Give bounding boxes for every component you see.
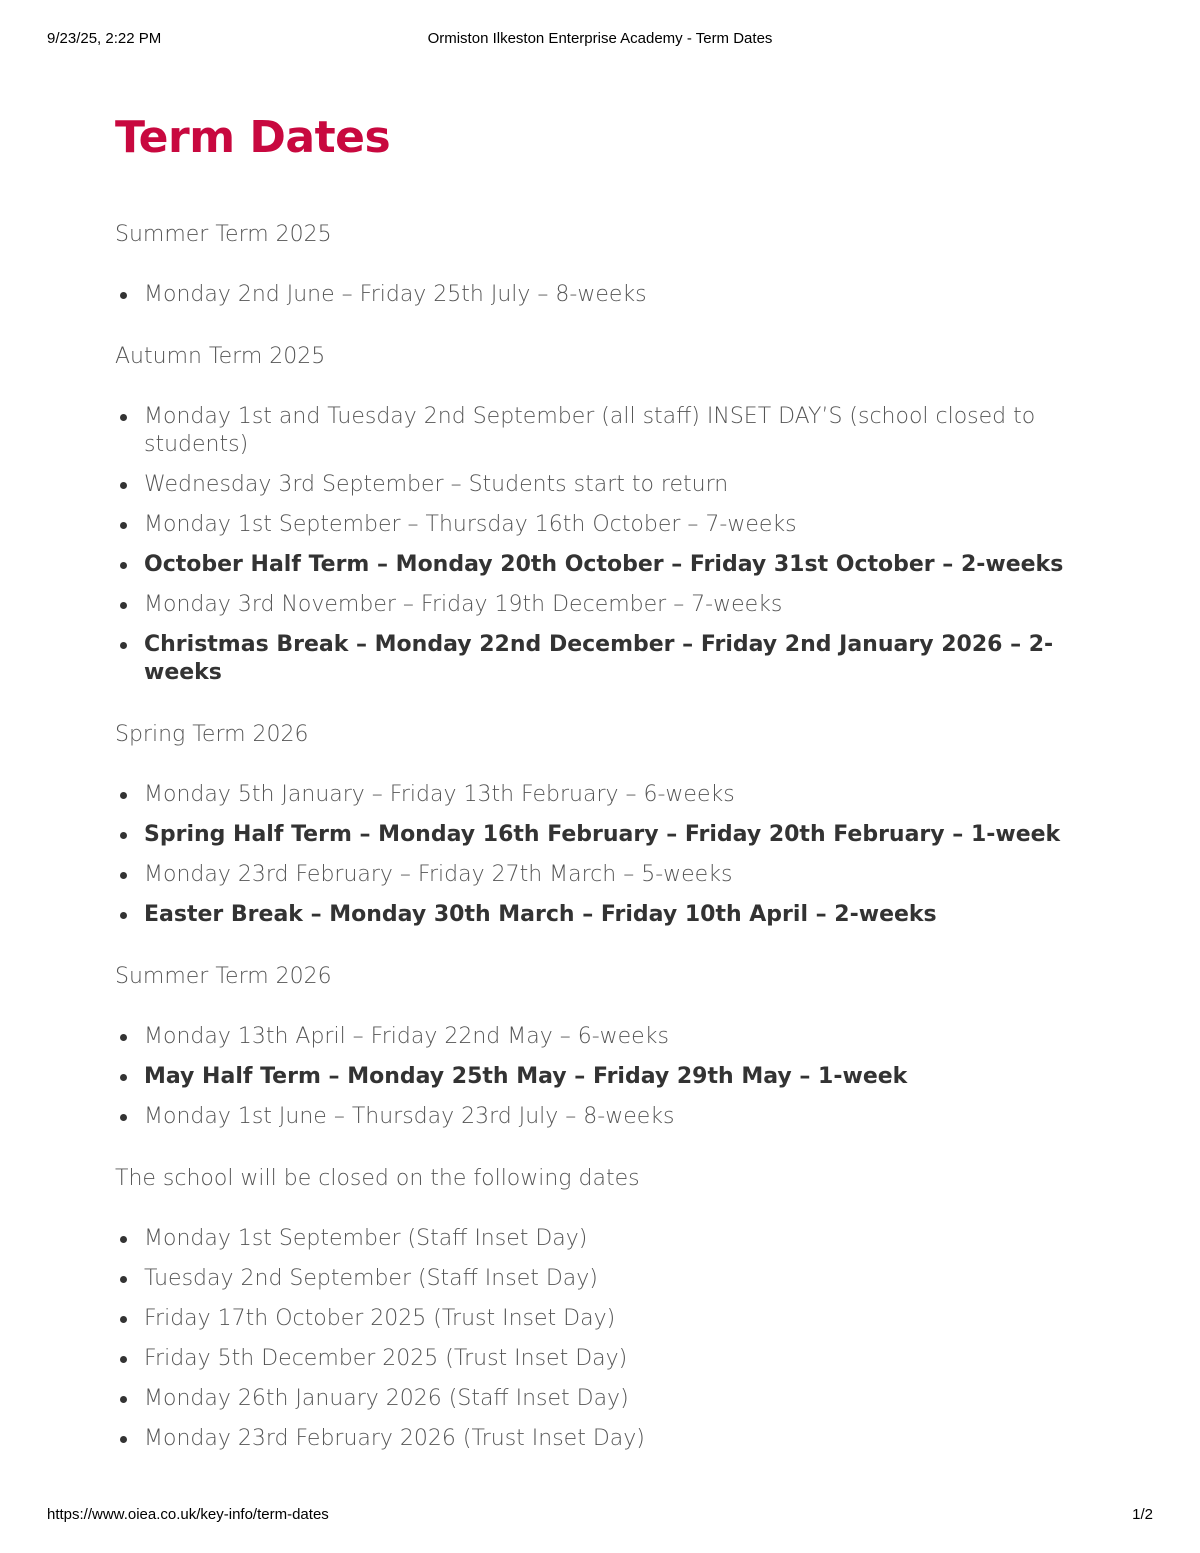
section-heading: Autumn Term 2025	[115, 344, 326, 369]
bullet-icon	[120, 1074, 127, 1081]
bullet-icon	[120, 1316, 127, 1323]
date-text: Monday 5th January – Friday 13th February – 6-weeks	[144, 782, 735, 807]
print-footer	[47, 1506, 1153, 1526]
print-page-title: Ormiston Ilkeston Enterprise Academy - Term Dates	[427, 30, 773, 47]
section-heading: Summer Term 2026	[115, 964, 332, 989]
date-text: Spring Half Term – Monday 16th February – Friday 20th February – 1-week	[144, 822, 1061, 847]
date-list-item	[144, 1425, 1090, 1453]
bullet-icon	[120, 642, 127, 649]
date-list-item	[144, 1103, 1090, 1131]
date-text: Friday 5th December 2025 (Trust Inset Day)	[144, 1346, 628, 1371]
date-text: Friday 17th October 2025 (Trust Inset Day)	[144, 1306, 616, 1331]
bullet-icon	[120, 482, 127, 489]
date-text: Monday 23rd February 2026 (Trust Inset Day)	[144, 1426, 645, 1451]
date-list	[115, 281, 1090, 309]
date-text: Monday 1st and Tuesday 2nd September (all staff) INSET DAY’S (school closed to students)	[144, 404, 1036, 457]
date-text: Easter Break – Monday 30th March – Friday 10th April – 2-weeks	[144, 902, 937, 927]
date-list	[115, 1225, 1090, 1453]
holiday-list-item	[144, 631, 1090, 687]
date-list-item	[144, 1225, 1090, 1253]
bullet-icon	[120, 292, 127, 299]
bullet-icon	[120, 1356, 127, 1363]
date-text: Monday 1st September – Thursday 16th October – 7-weeks	[144, 512, 797, 537]
date-text: Monday 26th January 2026 (Staff Inset Day)	[144, 1386, 629, 1411]
print-datetime: 9/23/25, 2:22 PM	[47, 30, 162, 47]
date-list	[115, 781, 1090, 929]
date-list-item	[144, 1305, 1090, 1333]
date-text: Monday 13th April – Friday 22nd May – 6-weeks	[144, 1024, 669, 1049]
date-text: Christmas Break – Monday 22nd December – Friday 2nd January 2026 – 2-weeks	[144, 632, 1054, 685]
date-text: Tuesday 2nd September (Staff Inset Day)	[144, 1266, 598, 1291]
page-title: Term Dates	[115, 112, 391, 163]
bullet-icon	[120, 832, 127, 839]
date-text: Monday 3rd November – Friday 19th December – 7-weeks	[144, 592, 783, 617]
date-text: Monday 23rd February – Friday 27th March – 5-weeks	[144, 862, 733, 887]
section-heading: The school will be closed on the following dates	[115, 1166, 640, 1191]
bullet-icon	[120, 1034, 127, 1041]
holiday-list-item	[144, 901, 1090, 929]
holiday-list-item	[144, 551, 1090, 579]
holiday-list-item	[144, 1063, 1090, 1091]
bullet-icon	[120, 1236, 127, 1243]
section-heading: Spring Term 2026	[115, 722, 309, 747]
page-url: https://www.oiea.co.uk/key-info/term-dates	[47, 1506, 329, 1523]
bullet-icon	[120, 414, 127, 421]
bullet-icon	[120, 912, 127, 919]
bullet-icon	[120, 872, 127, 879]
date-list	[115, 403, 1090, 687]
holiday-list-item	[144, 821, 1090, 849]
main-content	[115, 108, 1090, 1486]
bullet-icon	[120, 1436, 127, 1443]
bullet-icon	[120, 522, 127, 529]
bullet-icon	[120, 602, 127, 609]
date-list-item	[144, 403, 1090, 459]
bullet-icon	[120, 792, 127, 799]
date-list-item	[144, 1345, 1090, 1373]
bullet-icon	[120, 1396, 127, 1403]
term-sections	[115, 220, 1090, 1453]
date-text: October Half Term – Monday 20th October – Friday 31st October – 2-weeks	[144, 552, 1064, 577]
date-list-item	[144, 1385, 1090, 1413]
section-heading: Summer Term 2025	[115, 222, 332, 247]
date-list-item	[144, 781, 1090, 809]
date-text: Monday 2nd June – Friday 25th July – 8-weeks	[144, 282, 647, 307]
date-text: May Half Term – Monday 25th May – Friday 29th May – 1-week	[144, 1064, 908, 1089]
date-list-item	[144, 471, 1090, 499]
bullet-icon	[120, 1114, 127, 1121]
print-header	[47, 30, 1153, 50]
date-text: Monday 1st June – Thursday 23rd July – 8-weeks	[144, 1104, 675, 1129]
date-list-item	[144, 591, 1090, 619]
date-text: Wednesday 3rd September – Students start to return	[144, 472, 729, 497]
bullet-icon	[120, 1276, 127, 1283]
page-number: 1/2	[1132, 1506, 1153, 1523]
date-list-item	[144, 281, 1090, 309]
date-list	[115, 1023, 1090, 1131]
date-text: Monday 1st September (Staff Inset Day)	[144, 1226, 588, 1251]
date-list-item	[144, 511, 1090, 539]
bullet-icon	[120, 562, 127, 569]
date-list-item	[144, 861, 1090, 889]
date-list-item	[144, 1265, 1090, 1293]
date-list-item	[144, 1023, 1090, 1051]
